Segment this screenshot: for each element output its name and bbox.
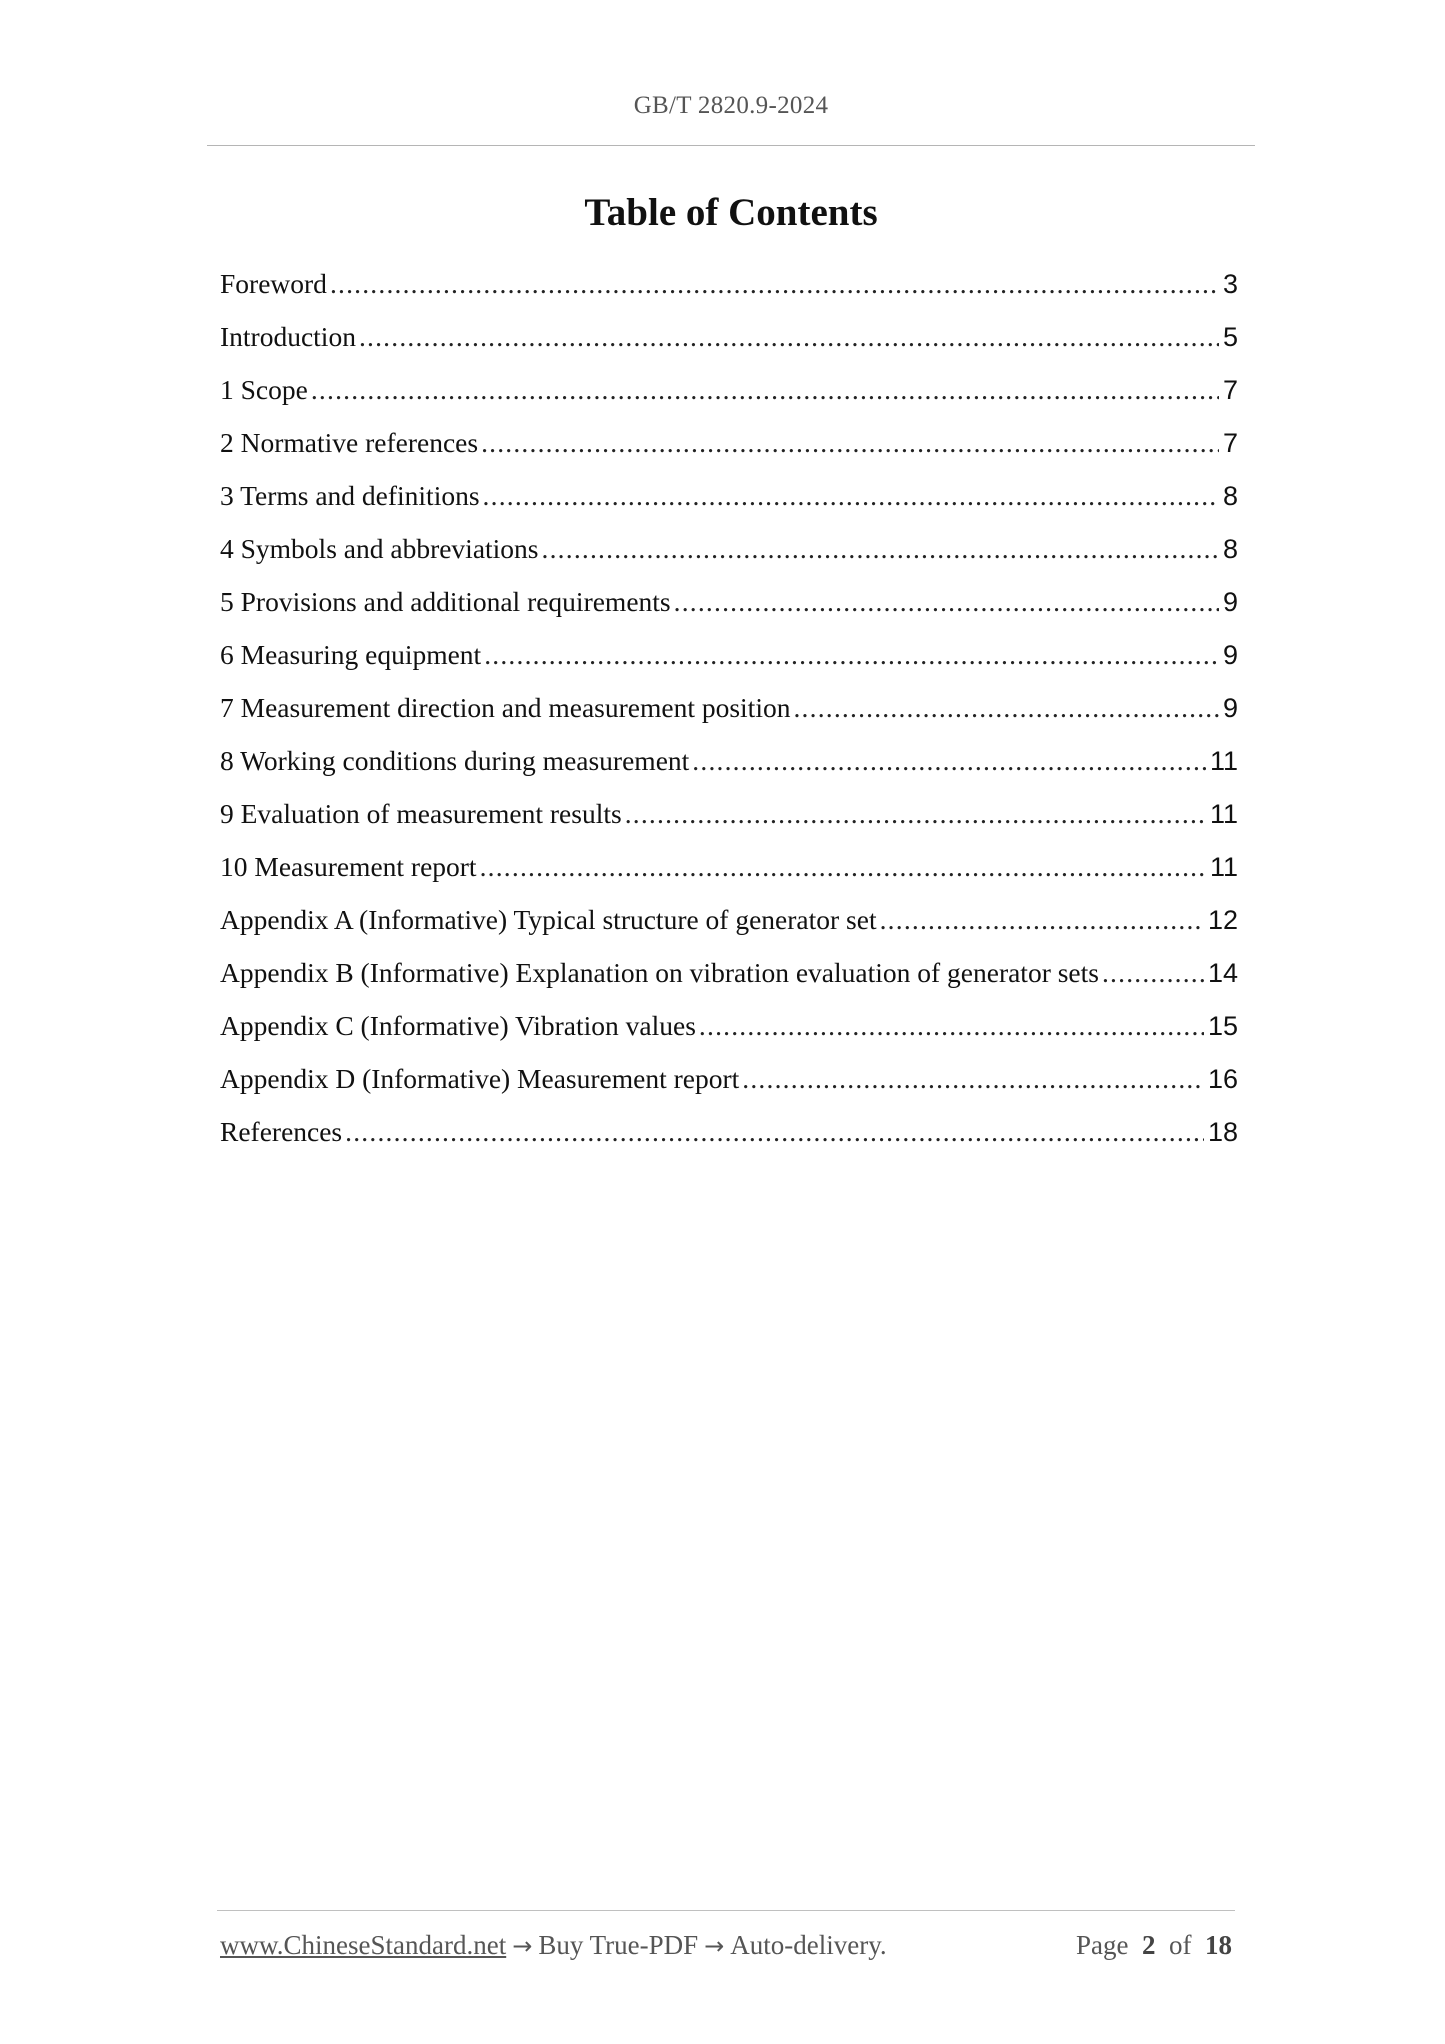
toc-entry-page: 8 xyxy=(1222,534,1238,564)
toc-entry-page: 12 xyxy=(1207,905,1238,935)
of-word: of xyxy=(1169,1930,1192,1960)
dot-leader xyxy=(345,1116,1204,1148)
footer-promo xyxy=(220,1930,887,1961)
document-id-header: GB/T 2820.9-2024 xyxy=(633,92,829,119)
toc-entry-provisions[interactable] xyxy=(220,586,1238,639)
toc-title: Table of Contents xyxy=(584,191,878,234)
footer-divider xyxy=(217,1910,1235,1911)
toc-entry-label: Appendix D (Informative) Measurement report xyxy=(220,1063,740,1094)
toc-entry-working-conditions[interactable] xyxy=(220,745,1238,798)
dot-leader xyxy=(311,374,1219,406)
dot-leader xyxy=(880,904,1204,936)
page-current: 2 xyxy=(1142,1930,1156,1960)
dot-leader xyxy=(742,1063,1204,1095)
toc-entry-label: Foreword xyxy=(220,268,327,299)
header-divider xyxy=(207,145,1255,146)
toc-entry-measuring-equipment[interactable] xyxy=(220,639,1238,692)
toc-entry-page: 5 xyxy=(1222,322,1238,352)
dot-leader xyxy=(674,586,1219,618)
toc-entry-page: 11 xyxy=(1209,799,1238,829)
dot-leader xyxy=(1102,957,1204,989)
toc-entry-page: 7 xyxy=(1222,428,1238,458)
toc-entry-label: Appendix C (Informative) Vibration values xyxy=(220,1010,696,1041)
arrow-right-icon: → xyxy=(512,1932,533,1960)
dot-leader xyxy=(480,851,1206,883)
toc-entry-page: 18 xyxy=(1207,1117,1238,1147)
buy-true-pdf-text: Buy True-PDF xyxy=(538,1930,699,1960)
toc-entry-appendix-d[interactable] xyxy=(220,1063,1238,1116)
toc-entry-scope[interactable] xyxy=(220,374,1238,427)
toc-entry-label: 1 Scope xyxy=(220,374,308,405)
toc-entry-introduction[interactable] xyxy=(220,321,1238,374)
dot-leader xyxy=(692,745,1206,777)
toc-entry-symbols-and-abbreviations[interactable] xyxy=(220,533,1238,586)
auto-delivery-text: Auto-delivery. xyxy=(730,1930,887,1960)
toc-entry-foreword[interactable] xyxy=(220,268,1238,321)
toc-entry-page: 14 xyxy=(1207,958,1238,988)
toc-entry-page: 9 xyxy=(1222,640,1238,670)
arrow-right-icon: → xyxy=(704,1932,725,1960)
toc-entry-label: 10 Measurement report xyxy=(220,851,477,882)
toc-entry-page: 9 xyxy=(1222,693,1238,723)
toc-entry-references[interactable] xyxy=(220,1116,1238,1169)
page-number xyxy=(1076,1930,1232,1961)
dot-leader xyxy=(484,639,1219,671)
toc-entry-label: 2 Normative references xyxy=(220,427,479,458)
toc-entry-label: Introduction xyxy=(220,321,356,352)
toc-entry-page: 3 xyxy=(1222,269,1238,299)
toc-entry-label: Appendix B (Informative) Explanation on vibration evaluation of generator sets xyxy=(220,957,1099,988)
toc-entry-label: 6 Measuring equipment xyxy=(220,639,482,670)
page-word: Page xyxy=(1076,1930,1129,1960)
dot-leader xyxy=(699,1010,1204,1042)
toc-entry-label: 3 Terms and definitions xyxy=(220,480,480,511)
toc-entry-label: 5 Provisions and additional requirements xyxy=(220,586,671,617)
toc-entry-measurement-report[interactable] xyxy=(220,851,1238,904)
toc-entry-appendix-b[interactable] xyxy=(220,957,1238,1010)
toc-entry-page: 9 xyxy=(1222,587,1238,617)
toc-entry-page: 11 xyxy=(1209,852,1238,882)
toc-entry-label: 4 Symbols and abbreviations xyxy=(220,533,539,564)
dot-leader xyxy=(793,692,1219,724)
toc-entry-measurement-direction[interactable] xyxy=(220,692,1238,745)
toc-list xyxy=(220,268,1238,1169)
toc-entry-page: 8 xyxy=(1222,481,1238,511)
toc-entry-appendix-a[interactable] xyxy=(220,904,1238,957)
toc-entry-normative-references[interactable] xyxy=(220,427,1238,480)
toc-entry-label: 7 Measurement direction and measurement position xyxy=(220,692,791,723)
dot-leader xyxy=(359,321,1219,353)
toc-entry-page: 7 xyxy=(1222,375,1238,405)
toc-entry-page: 16 xyxy=(1207,1064,1238,1094)
dot-leader xyxy=(330,268,1219,300)
dot-leader xyxy=(625,798,1206,830)
toc-entry-appendix-c[interactable] xyxy=(220,1010,1238,1063)
toc-entry-evaluation[interactable] xyxy=(220,798,1238,851)
toc-entry-label: 8 Working conditions during measurement xyxy=(220,745,690,776)
toc-entry-terms-and-definitions[interactable] xyxy=(220,480,1238,533)
toc-entry-label: References xyxy=(220,1116,343,1147)
page-total: 18 xyxy=(1205,1930,1232,1960)
toc-entry-page: 15 xyxy=(1207,1011,1238,1041)
dot-leader xyxy=(481,427,1219,459)
dot-leader xyxy=(483,480,1219,512)
toc-entry-page: 11 xyxy=(1209,746,1238,776)
toc-entry-label: 9 Evaluation of measurement results xyxy=(220,798,622,829)
dot-leader xyxy=(542,533,1219,565)
toc-entry-label: Appendix A (Informative) Typical structure of generator set xyxy=(220,904,877,935)
page-footer xyxy=(220,1930,1232,1961)
site-link[interactable]: www.ChineseStandard.net xyxy=(220,1930,507,1960)
